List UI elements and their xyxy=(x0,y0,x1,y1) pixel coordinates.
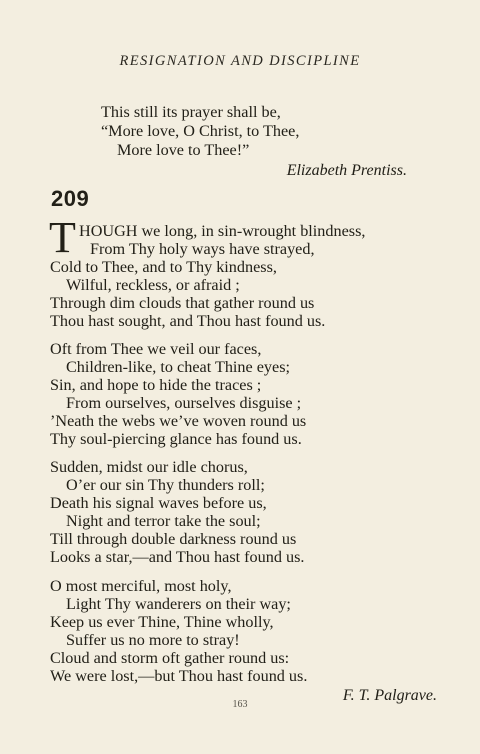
hymn-number: 209 xyxy=(51,186,90,211)
verse-line: More love to Thee!” xyxy=(117,141,250,159)
verse-line: ’Neath the webs we’ve woven round us xyxy=(50,412,307,430)
verse-line: Night and terror take the soul; xyxy=(66,512,261,530)
verse-line: Death his signal waves before us, xyxy=(50,494,267,512)
verse-line: Sin, and hope to hide the traces ; xyxy=(50,376,262,394)
verse-line: Oft from Thee we veil our faces, xyxy=(50,340,262,358)
verse-line: Thy soul-piercing glance has found us. xyxy=(50,430,302,448)
author-attribution: F. T. Palgrave. xyxy=(342,687,437,704)
running-head: RESIGNATION AND DISCIPLINE xyxy=(119,53,361,69)
verse-line: Till through double darkness round us xyxy=(50,530,297,548)
verse-line: “More love, O Christ, to Thee, xyxy=(101,122,300,140)
verse-line: Wilful, reckless, or afraid ; xyxy=(66,276,240,294)
verse-line: Cold to Thee, and to Thy kindness, xyxy=(50,258,277,276)
verse-line: Cloud and storm oft gather round us: xyxy=(50,649,290,667)
verse-line: Light Thy wanderers on their way; xyxy=(66,595,291,613)
verse-line: Looks a star,—and Thou hast found us. xyxy=(50,548,305,566)
verse-line: HOUGH we long, in sin-wrought blindness, xyxy=(79,222,366,240)
verse-line: Through dim clouds that gather round us xyxy=(50,294,315,312)
verse-line: This still its prayer shall be, xyxy=(101,103,281,121)
verse-line: Keep us ever Thine, Thine wholly, xyxy=(50,613,274,631)
author-attribution: Elizabeth Prentiss. xyxy=(286,162,407,179)
verse-line: Suffer us no more to stray! xyxy=(66,631,240,649)
verse-line: Thou hast sought, and Thou hast found us. xyxy=(50,312,326,330)
verse-line: Sudden, midst our idle chorus, xyxy=(50,458,248,476)
page-number: 163 xyxy=(232,699,248,710)
verse-line: From Thy holy ways have strayed, xyxy=(90,240,315,258)
verse-line: O most merciful, most holy, xyxy=(50,577,232,595)
verse-line: We were lost,—but Thou hast found us. xyxy=(50,667,308,685)
drop-cap: T xyxy=(49,213,76,262)
verse-line: Children-like, to cheat Thine eyes; xyxy=(66,358,291,376)
verse-line: O’er our sin Thy thunders roll; xyxy=(66,476,265,494)
verse-line: From ourselves, ourselves disguise ; xyxy=(66,394,302,412)
